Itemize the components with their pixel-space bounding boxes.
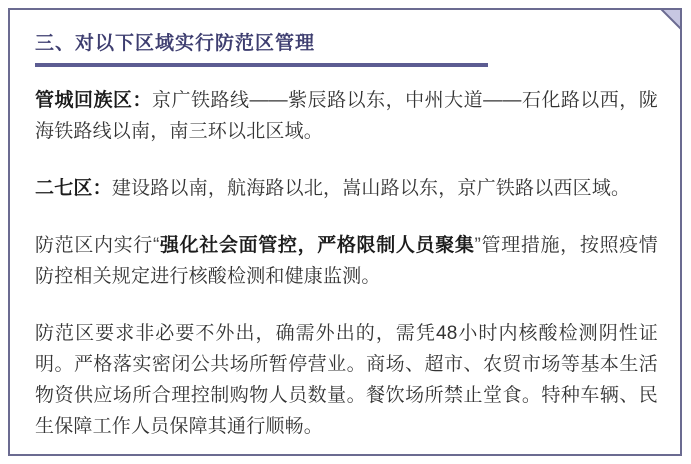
district-text-erqi: 建设路以南，航海路以北，嵩山路以东，京广铁路以西区域。 xyxy=(111,178,631,199)
requirements-text: 防范区要求非必要不外出，确需外出的，需凭48小时内核酸检测阴性证明。严格落实密闭公共场所暂停营业。商场、超市、农贸市场等基本生活物资供应场所合理控制购物人员数量。餐饮场所禁止堂食。特种车辆、民生保障工作人员保障其通行顺畅。 xyxy=(35,323,658,437)
measures-emphasis: 强化社会面管控，严格限制人员聚集 xyxy=(159,235,475,256)
open-quote: “ xyxy=(152,235,160,256)
close-quote: ” xyxy=(474,235,482,256)
folded-corner-icon xyxy=(660,8,682,30)
measures-text-after: 管理措施，按照疫情防控相关规定进行核酸检测和健康监测。 xyxy=(35,235,659,287)
section-title: 三、对以下区域实行防范区管理 xyxy=(35,33,316,54)
district-text-guancheng: 京广铁路线——紫辰路以东，中州大道——石化路以西，陇海铁路线以南，南三环以北区域。 xyxy=(35,90,659,142)
document-content xyxy=(35,32,658,454)
paragraph-control-measures xyxy=(35,230,658,292)
paragraph-guancheng-district xyxy=(35,85,658,147)
measures-text-before: 防范区内实行 xyxy=(35,235,153,256)
paragraph-travel-requirements xyxy=(35,318,658,442)
title-underline xyxy=(35,63,488,67)
district-label-erqi: 二七区： xyxy=(35,178,112,199)
district-label-guancheng: 管城回族区： xyxy=(35,90,152,111)
document-card xyxy=(8,8,682,456)
paragraph-erqi-district xyxy=(35,173,658,204)
